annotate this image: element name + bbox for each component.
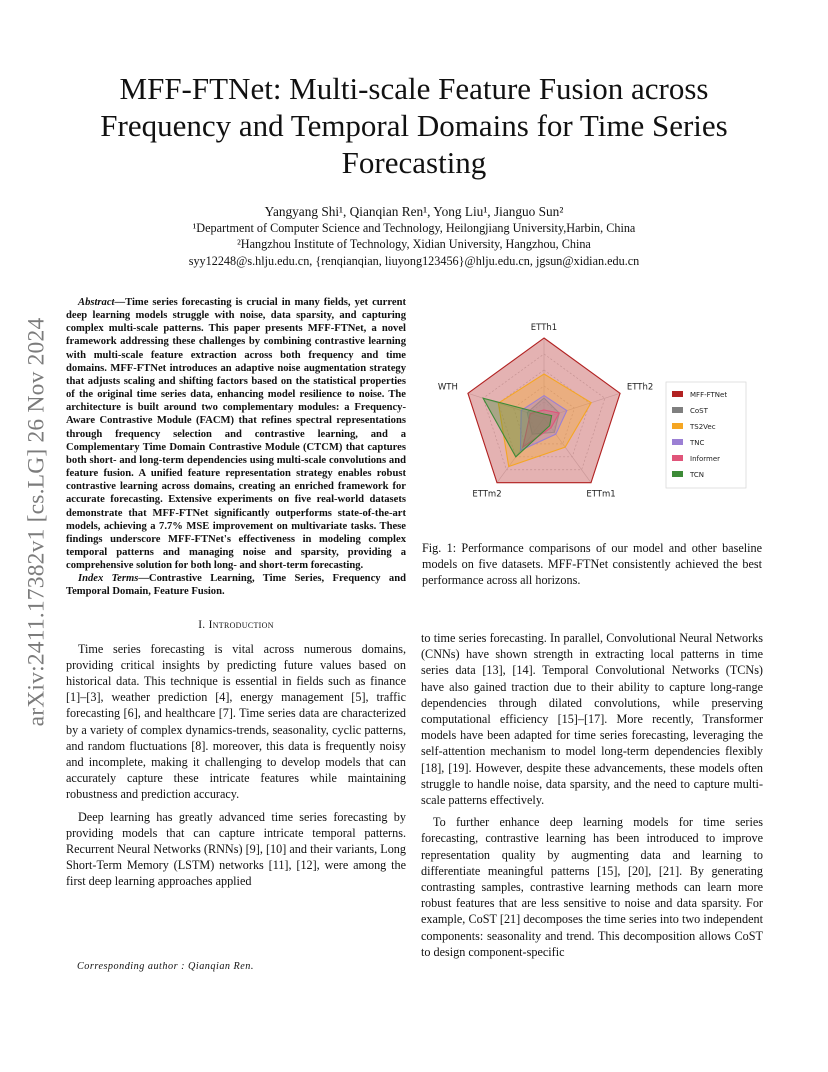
right-column (421, 630, 763, 966)
radar-axis-label: ETTh2 (626, 382, 654, 393)
legend-label: TNC (690, 439, 705, 447)
legend-swatch (672, 407, 683, 413)
paper-title: MFF-FTNet: Multi-scale Feature Fusion across Frequency and Temporal Domains for Time Series Forecasting (100, 71, 728, 180)
author-list: Yangyang Shi¹, Qianqian Ren¹, Yong Liu¹, Jianguo Sun² (264, 204, 564, 219)
index-terms-label: Index Terms (78, 573, 139, 585)
section-heading: I. Introduction (198, 618, 274, 631)
right-paragraph-1: to time series forecasting. In parallel, Convolutional Neural Networks (CNNs) have shown strength in extracting local patterns in time series data [13], [14]. Temporal Convolutional Networks (TCNs) have also gained traction due to their ability to capture long-range dependencies through dilated convolutions, while preserving computational efficiency [15]–[17]. More recently, Transformer models have been adapted for time series forecasting, leveraging the self-attention mechanism to model long-term dependencies flexibly [18], [19]. However, despite these advancements, these models often struggle to handle noise, data sparsity, and the need to capture multi-scale patterns effectively. (421, 631, 763, 808)
legend-swatch (672, 439, 683, 445)
legend-swatch (672, 455, 683, 461)
legend-swatch (672, 471, 683, 477)
abstract-text: —Time series forecasting is crucial in many fields, yet current deep learning models struggle with noise, data sparsity, and capturing complex multi-scale patterns. This paper presents MFF-FTNet, a novel framework addressing these challenges by combining contrastive learning with multi-scale feature extraction across both frequency and time domains. MFF-FTNet introduces an adaptive noise augmentation strategy that adjusts scaling and shifting factors based on the statistical properties of the original time series data, enhancing model resilience to noise. The architecture is built around two complementary modules: a Frequency-Aware Contrastive Module (FACM) that refines spectral representations through frequency selection and contrastive learning, and a Complementary Time Domain Contrastive Module (CTCM) that captures both short- and long-term dependencies using multi-scale convolutions and feature fusion. A unified feature representation strategy enables robust contrastive learning across domains, creating an enriched framework for accurate forecasting. Extensive experiments on five real-world datasets demonstrate that MFF-FTNet significantly outperforms state-of-the-art models, achieving a 7.7% MSE improvement on multivariate tasks. These findings underscore MFF-FTNet's effectiveness in modeling complex temporal patterns and managing noise and sparsity, providing a comprehensive solution for both long- and short-term forecasting. (66, 297, 406, 572)
radar-chart (424, 318, 764, 518)
legend-swatch (672, 391, 683, 397)
arxiv-identifier (22, 282, 52, 762)
legend-label: Informer (690, 455, 721, 463)
legend-label: CoST (690, 407, 708, 415)
affiliation-1: ¹Department of Computer Science and Technology, Heilongjiang University,Harbin, China (192, 221, 636, 235)
legend-label: MFF-FTNet (690, 391, 728, 399)
affiliation-2: ²Hangzhou Institute of Technology, Xidian University, Hangzhou, China (237, 237, 591, 251)
radar-axis-label: WTH (437, 382, 458, 393)
index-terms (66, 572, 406, 598)
index-terms-text: —Contrastive Learning, Time Series, Frequency and Temporal Domain, Feature Fusion. (66, 573, 406, 598)
figure-caption: Fig. 1: Performance comparisons of our model and other baseline models on five datasets. MFF-FTNet consistently achieved the best performance across all horizons. (422, 541, 762, 588)
legend-swatch (672, 423, 683, 429)
footnote: Corresponding author : Qianqian Ren. (77, 961, 254, 972)
intro-paragraph-1: Time series forecasting is vital across numerous domains, providing critical insights by predicting future values based on historical data. This technique is essential in fields such as finance [1]–[3], weather prediction [4], energy management [5], traffic forecasting [6], and healthcare [7]. Time series data are characterized by a variety of complex dynamics-trends, seasonality, cyclic patterns, and random fluctuations [8]. moreover, this data is frequently noisy and incomplete, making it challenging to develop models that can accurately capture these intricate features while maintaining robustness and prediction accuracy. (66, 641, 406, 802)
abstract (66, 296, 406, 572)
legend-label: TS2Vec (690, 423, 716, 431)
radar-series (468, 338, 620, 483)
radar-legend (666, 382, 746, 488)
right-paragraph-2: To further enhance deep learning models for time series forecasting, contrastive learning has been introduced to improve representation quality by augmenting data and learning to differentiate meaningful patterns [15], [20], [21]. By generating contrasting samples, contrastive learning methods can learn more robust features that are less sensitive to noise and data sparsity. For example, CoST [21] decomposes the time series into two independent components: seasonality and trend. This decomposition allows CoST to design component-specific (421, 815, 763, 959)
radar-axis-label: ETTh1 (530, 323, 558, 333)
left-column (66, 296, 406, 896)
legend-label: TCN (690, 471, 704, 479)
arxiv-id-text: arXiv:2411.17382v1 [cs.LG] 26 Nov 2024 (23, 317, 50, 727)
author-emails: syy12248@s.hlju.edu.cn, {renqianqian, liuyong123456}@hlju.edu.cn, jgsun@xidian.edu.cn (188, 254, 640, 268)
radar-axis-label: ETTm2 (472, 489, 502, 500)
abstract-label: Abstract (78, 297, 115, 308)
intro-paragraph-2: Deep learning has greatly advanced time series forecasting by providing models that can capture intricate temporal patterns. Recurrent Neural Networks (RNNs) [9], [10] and their variants, Long Short-Term Memory (LSTM) networks [11], [12], were among the first deep learning approaches applied (66, 809, 406, 889)
radar-axis-label: ETTm1 (586, 489, 616, 500)
